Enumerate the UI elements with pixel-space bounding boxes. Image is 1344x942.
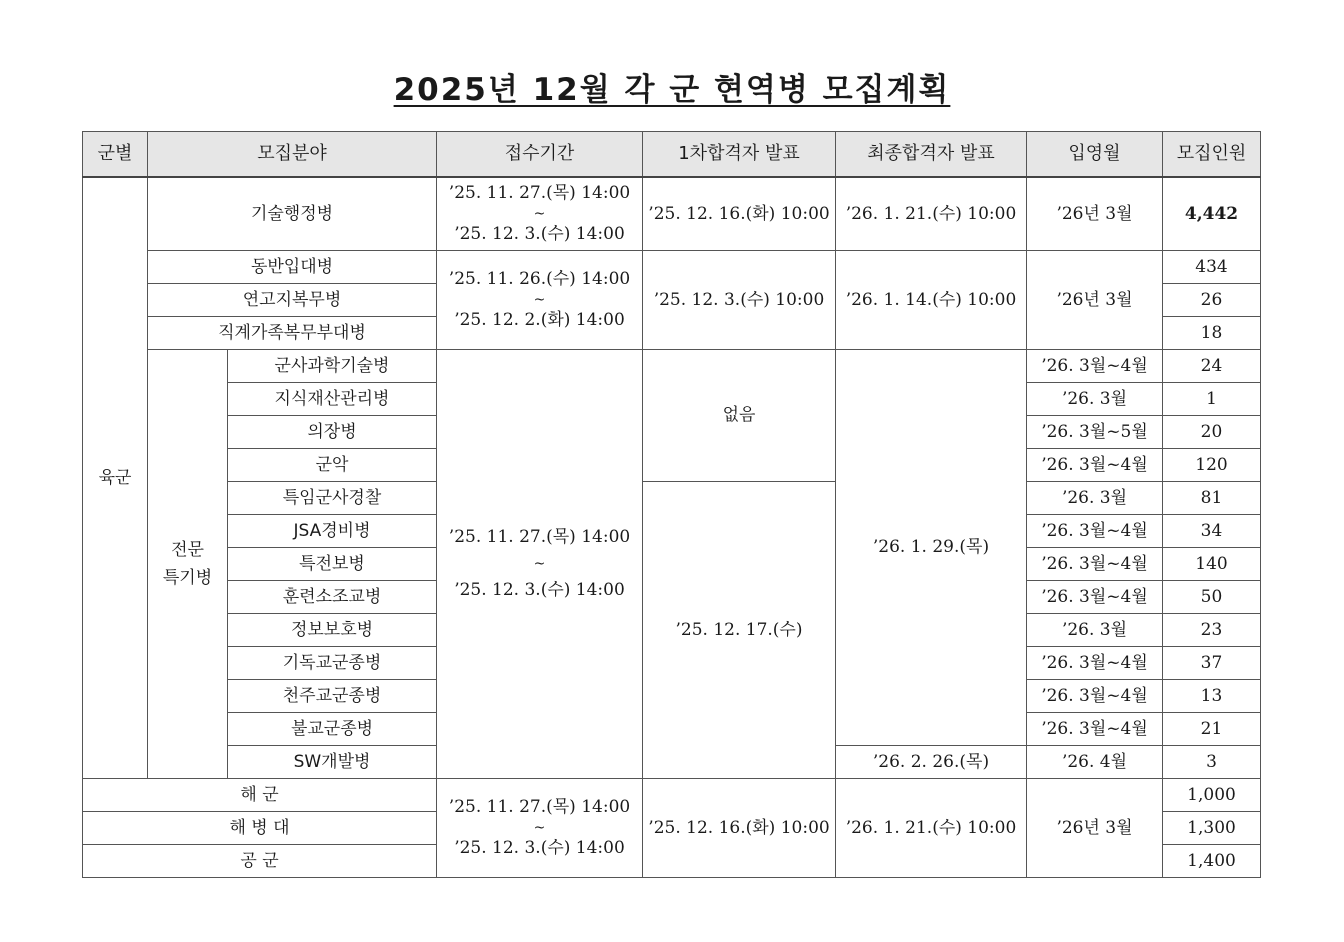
field-cell: 연고지복무병 xyxy=(148,284,437,317)
enlist-cell: ’26. 3월 xyxy=(1027,614,1163,647)
field-cell: 직계가족복무부대병 xyxy=(148,317,437,350)
count-cell: 13 xyxy=(1163,680,1261,713)
enlist-cell: ’26. 3월~5월 xyxy=(1027,416,1163,449)
enlist-group2: ’26년 3월 xyxy=(1027,251,1163,350)
count-cell: 26 xyxy=(1163,284,1261,317)
count-cell: 120 xyxy=(1163,449,1261,482)
first-announce-group2: ’25. 12. 3.(수) 10:00 xyxy=(643,251,836,350)
table-row xyxy=(83,177,1261,251)
table-row xyxy=(83,779,1261,812)
header-count: 모집인원 xyxy=(1163,132,1261,178)
count-cell: 1,300 xyxy=(1163,812,1261,845)
field-cell: SW개발병 xyxy=(228,746,437,779)
table-row xyxy=(83,350,1261,383)
count-cell: 81 xyxy=(1163,482,1261,515)
final-announce-group2: ’26. 1. 14.(수) 10:00 xyxy=(836,251,1027,350)
branch-marines: 해 병 대 xyxy=(83,812,437,845)
count-cell: 140 xyxy=(1163,548,1261,581)
count-cell: 1,000 xyxy=(1163,779,1261,812)
enlist-cell: ’26. 3월~4월 xyxy=(1027,350,1163,383)
final-announce-tech-admin: ’26. 1. 21.(수) 10:00 xyxy=(836,177,1027,251)
header-branch: 군별 xyxy=(83,132,148,178)
period-group2: ’25. 11. 26.(수) 14:00 ~ ’25. 12. 2.(화) 14:00 xyxy=(437,251,643,350)
field-cell: 동반입대병 xyxy=(148,251,437,284)
enlist-cell: ’26. 3월 xyxy=(1027,482,1163,515)
header-enlist-month: 입영월 xyxy=(1027,132,1163,178)
page-title: 2025년 12월 각 군 현역병 모집계획 xyxy=(393,72,951,108)
table-row xyxy=(83,251,1261,284)
final-announce-others: ’26. 1. 21.(수) 10:00 xyxy=(836,779,1027,878)
header-field: 모집분야 xyxy=(148,132,437,178)
field-cell: 의장병 xyxy=(228,416,437,449)
enlist-others: ’26년 3월 xyxy=(1027,779,1163,878)
branch-army: 육군 xyxy=(83,177,148,779)
enlist-cell: ’26. 3월~4월 xyxy=(1027,647,1163,680)
table-row xyxy=(83,482,1261,515)
enlist-cell: ’26. 4월 xyxy=(1027,746,1163,779)
count-cell: 50 xyxy=(1163,581,1261,614)
count-cell: 23 xyxy=(1163,614,1261,647)
first-announce-none: 없음 xyxy=(643,350,836,482)
enlist-cell: ’26. 3월~4월 xyxy=(1027,449,1163,482)
field-cell: 군사과학기술병 xyxy=(228,350,437,383)
count-cell: 37 xyxy=(1163,647,1261,680)
header-first-announcement: 1차합격자 발표 xyxy=(643,132,836,178)
enlist-cell: ’26. 3월 xyxy=(1027,383,1163,416)
table-header-row xyxy=(83,132,1261,178)
field-cell: 기독교군종병 xyxy=(228,647,437,680)
count-cell: 20 xyxy=(1163,416,1261,449)
header-period: 접수기간 xyxy=(437,132,643,178)
count-cell: 18 xyxy=(1163,317,1261,350)
first-announce-tech-admin: ’25. 12. 16.(화) 10:00 xyxy=(643,177,836,251)
period-tech-admin: ’25. 11. 27.(목) 14:00 ~ ’25. 12. 3.(수) 14:00 xyxy=(437,177,643,251)
count-cell: 3 xyxy=(1163,746,1261,779)
field-cell: 특전보병 xyxy=(228,548,437,581)
enlist-cell: ’26. 3월~4월 xyxy=(1027,581,1163,614)
count-cell: 24 xyxy=(1163,350,1261,383)
branch-airforce: 공 군 xyxy=(83,845,437,878)
field-cell: 정보보호병 xyxy=(228,614,437,647)
count-cell: 1,400 xyxy=(1163,845,1261,878)
final-announce-sw: ’26. 2. 26.(목) xyxy=(836,746,1027,779)
field-cell: 지식재산관리병 xyxy=(228,383,437,416)
field-tech-admin: 기술행정병 xyxy=(148,177,437,251)
field-cell: 불교군종병 xyxy=(228,713,437,746)
field-cell: JSA경비병 xyxy=(228,515,437,548)
enlist-cell: ’26. 3월~4월 xyxy=(1027,515,1163,548)
field-cell: 훈련소조교병 xyxy=(228,581,437,614)
period-others: ’25. 11. 27.(목) 14:00 ~ ’25. 12. 3.(수) 14:00 xyxy=(437,779,643,878)
enlist-tech-admin: ’26년 3월 xyxy=(1027,177,1163,251)
header-final-announcement: 최종합격자 발표 xyxy=(836,132,1027,178)
enlist-cell: ’26. 3월~4월 xyxy=(1027,713,1163,746)
special-label: 전문 특기병 xyxy=(148,350,228,779)
enlist-cell: ’26. 3월~4월 xyxy=(1027,680,1163,713)
first-announce-others: ’25. 12. 16.(화) 10:00 xyxy=(643,779,836,878)
field-cell: 군악 xyxy=(228,449,437,482)
first-announce-special: ’25. 12. 17.(수) xyxy=(643,482,836,779)
count-cell: 21 xyxy=(1163,713,1261,746)
count-cell: 34 xyxy=(1163,515,1261,548)
field-cell: 특임군사경찰 xyxy=(228,482,437,515)
period-special: ’25. 11. 27.(목) 14:00 ~ ’25. 12. 3.(수) 14:00 xyxy=(437,350,643,779)
enlist-cell: ’26. 3월~4월 xyxy=(1027,548,1163,581)
count-tech-admin: 4,442 xyxy=(1163,177,1261,251)
count-cell: 1 xyxy=(1163,383,1261,416)
count-cell: 434 xyxy=(1163,251,1261,284)
branch-navy: 해 군 xyxy=(83,779,437,812)
final-announce-special: ’26. 1. 29.(목) xyxy=(836,350,1027,746)
field-cell: 천주교군종병 xyxy=(228,680,437,713)
recruitment-table xyxy=(82,131,1261,878)
